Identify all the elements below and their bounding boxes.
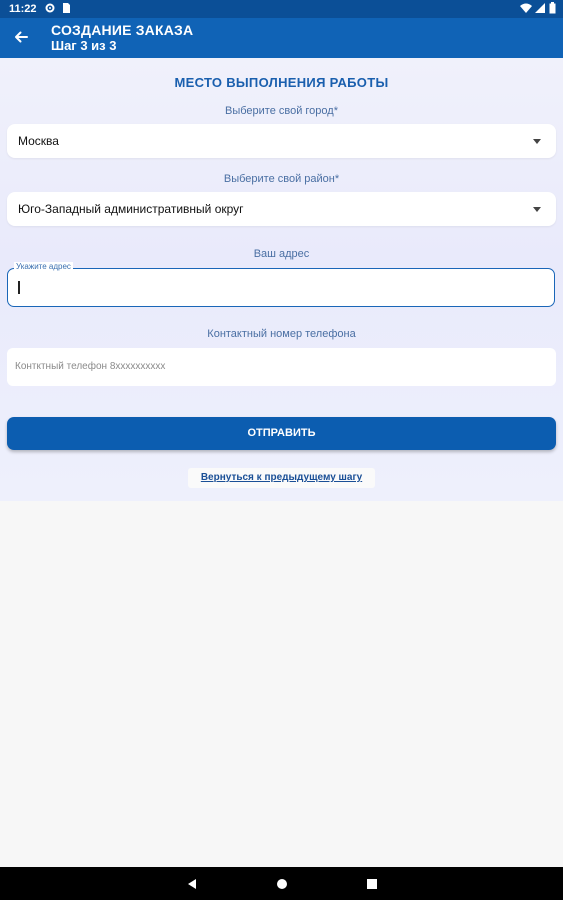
address-label: Ваш адрес [253,248,310,260]
status-time: 11:22 [9,3,37,15]
dropdown-arrow-icon [533,207,541,212]
district-select[interactable] [7,192,556,226]
nav-home-icon[interactable] [276,877,288,895]
wifi-icon [520,2,532,17]
city-value: Москва [18,134,59,148]
section-title: МЕСТО ВЫПОЛНЕНИЯ РАБОТЫ [174,75,389,90]
page-title: СОЗДАНИЕ ЗАКАЗА [51,22,194,38]
phone-label: Контактный номер телефона [207,328,356,340]
submit-button[interactable]: ОТПРАВИТЬ [7,417,556,450]
previous-step-link[interactable]: Вернуться к предыдущему шагу [188,468,375,488]
address-input[interactable] [7,262,555,307]
nav-back-icon[interactable] [186,877,198,895]
back-arrow-icon[interactable] [10,26,32,48]
phone-input[interactable] [7,348,556,386]
system-nav-bar [0,867,563,900]
district-label: Выберите свой район* [223,173,340,185]
app-bar [0,18,563,58]
signal-icon [535,2,546,17]
page-subtitle: Шаг 3 из 3 [51,38,117,53]
sd-card-icon [61,2,71,17]
settings-icon [44,2,56,17]
order-form [0,58,563,501]
battery-icon [549,2,556,17]
address-floating-label: Укажите адрес [16,262,71,271]
dropdown-arrow-icon [533,139,541,144]
city-label: Выберите свой город* [224,105,338,117]
text-cursor [18,281,20,294]
nav-recents-icon[interactable] [366,877,378,895]
phone-placeholder: Контктный телефон 8xxxxxxxxxx [15,361,166,372]
city-select[interactable] [7,124,556,158]
district-value: Юго-Западный административный округ [18,202,244,216]
status-bar [0,0,563,18]
